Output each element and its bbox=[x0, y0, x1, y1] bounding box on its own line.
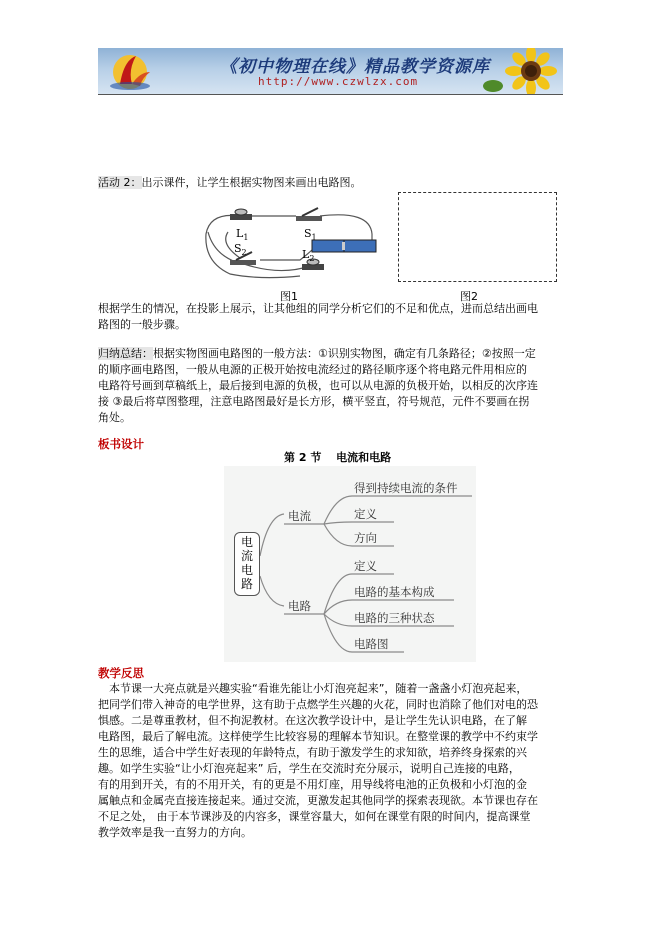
svg-text:L1: $L_1$ bbox=[236, 227, 249, 242]
reflection-line: 把同学们带入神奇的电学世界，这有助于点燃学生兴趣的火花，同时也消除了他们对电的恐 bbox=[98, 698, 538, 711]
mindmap-node: 电路的基本构成 bbox=[354, 585, 435, 599]
switch-s1-icon bbox=[296, 208, 322, 221]
activity2-label: 活动 2： bbox=[98, 176, 142, 189]
figure2-caption: 图2 bbox=[460, 290, 478, 303]
reflection-line: 本节课一大亮点就是兴趣实验“看谁先能让小灯泡亮起来”，随着一盏盏小灯泡亮起来， bbox=[98, 682, 528, 695]
figure2-blank-box bbox=[398, 192, 557, 282]
mindmap-branch-current: 电流 bbox=[288, 509, 311, 523]
mindmap-node: 定义 bbox=[354, 559, 377, 573]
sunflower-icon bbox=[479, 48, 559, 94]
mindmap-node: 得到持续电流的条件 bbox=[354, 481, 458, 495]
site-title: 《初中物理在线》精品教学资源库 bbox=[220, 57, 490, 77]
summary-line-2: 的顺序画电路图，一般从电源的正极开始按电流经过的路径顺序逐个将电路元件用相应的 bbox=[98, 363, 527, 376]
svg-text:S2: $S_2$ bbox=[234, 242, 247, 257]
circuit-figure bbox=[200, 204, 380, 284]
site-url[interactable]: http://www.czwlzx.com bbox=[258, 75, 419, 88]
summary-label: 归纳总结： bbox=[98, 347, 153, 360]
reflection-line: 惧感。二是尊重教材，但不拘泥教材。在这次教学设计中，是让学生先认识电路，在了解 bbox=[98, 714, 527, 727]
activity2-text: 出示课件，让学生根据实物图来画出电路图。 bbox=[141, 176, 362, 189]
mindmap-node: 方向 bbox=[354, 531, 377, 545]
summary-line-5: 角处。 bbox=[98, 411, 131, 424]
svg-text:S1: $S_1$ bbox=[304, 227, 317, 242]
reflection-line: 电路图，最后了解电流。这样使学生比较容易的理解本节知识。在整堂课的教学中不约束学 bbox=[98, 730, 538, 743]
summary-line-4: 接 ③最后将草图整理，注意电路图最好是长方形，横平竖直，符号规范，元件不要画在拐 bbox=[98, 395, 530, 408]
mindmap-root: 电 流 电 路 bbox=[234, 532, 260, 596]
reflection-line: 属触点和金属壳直接连接起来。通过交流，更激发起其他同学的探索表现欲。本节课也存在 bbox=[98, 794, 538, 807]
mindmap-branch-circuit: 电路 bbox=[288, 599, 311, 613]
reflection-line: 生的思维，适合中学生好表现的年龄特点，有助于激发学生的求知欲，培养终身探索的兴 bbox=[98, 746, 527, 759]
paragraph1-line-1: 根据学生的情况，在投影上展示，让其他组的同学分析它们的不足和优点，进而总结出画电 bbox=[98, 302, 538, 315]
board-design-heading: 板书设计 bbox=[98, 437, 144, 451]
summary-line-1: 归纳总结：根据实物图画电路图的一般方法：①识别实物图，确定有几条路径；②按照一定 bbox=[98, 347, 536, 360]
mindmap-node: 电路图 bbox=[354, 637, 389, 651]
mindmap bbox=[224, 466, 476, 662]
header-banner bbox=[98, 48, 563, 95]
reflection-line: 教学效率是我一直努力的方向。 bbox=[98, 826, 252, 839]
mindmap-node: 电路的三种状态 bbox=[354, 611, 435, 625]
reflection-heading: 教学反思 bbox=[98, 666, 144, 680]
svg-text:L2: $L_2$ bbox=[302, 248, 315, 263]
paragraph1-line-2: 路图的一般步骤。 bbox=[98, 318, 186, 331]
battery-icon bbox=[312, 240, 376, 252]
activity2-line bbox=[98, 175, 362, 191]
reflection-line: 趣。如学生实验“让小灯泡亮起来” 后，学生在交流时充分展示，说明自己连接的电路， bbox=[98, 762, 520, 775]
board-design-title: 第 2 节 电流和电路 bbox=[284, 451, 392, 464]
reflection-line: 不足之处， 由于本节课涉及的内容多，课堂容量大，如何在课堂有限的时间内，提高课堂 bbox=[98, 810, 531, 823]
mindmap-node: 定义 bbox=[354, 507, 377, 521]
reflection-line: 有的用到开关，有的不用开关，有的更是不用灯座，用导线将电池的正负极和小灯泡的金 bbox=[98, 778, 527, 791]
figure1-caption: 图1 bbox=[280, 290, 298, 303]
summary-line-3: 电路符号画到草稿纸上，最后接到电源的负极，也可以从电源的负极开始，以相反的次序连 bbox=[98, 379, 538, 392]
logo-icon bbox=[106, 50, 166, 92]
lamp-l1-icon bbox=[230, 209, 252, 220]
